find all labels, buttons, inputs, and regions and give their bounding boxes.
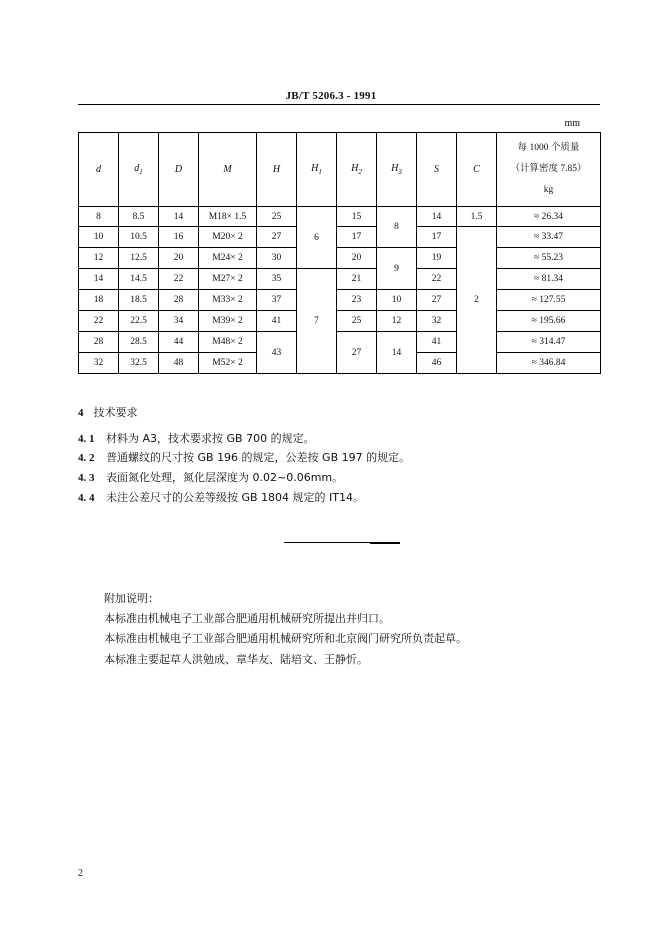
note-line: 本标准主要起草人洪勉成、章华友、陆培文、王静忻。 [104, 653, 368, 666]
requirement-item: 4. 1 材料为 A3，技术要求按 GB 700 的规定。 [78, 432, 315, 445]
c-cell: 1.5 [457, 207, 497, 227]
h3-merged-cell: 14 [377, 332, 417, 374]
section-heading [78, 404, 138, 420]
h-merged-cell: 43 [257, 332, 297, 374]
col-header-H3: $H_3$ [377, 133, 417, 207]
mass-cell: ≈ 314.47 [497, 332, 601, 353]
unit-label: mm [564, 118, 580, 129]
col-header-H1: $H_1$ [297, 133, 337, 207]
table-row: 32 32.5 48 M52× 2 46 ≈ 346.84 [79, 353, 601, 374]
h1-merged-cell: 6 [297, 207, 337, 269]
notes-title: 附加说明： [104, 592, 159, 605]
col-header-D: D [159, 133, 199, 207]
requirement-item: 4. 2 普通螺纹的尺寸按 GB 196 的规定，公差按 GB 197 的规定。 [78, 451, 411, 464]
section-title-text: 技术要求 [93, 406, 138, 419]
requirement-item: 4. 4 未注公差尺寸的公差等级按 GB 1804 规定的 IT14。 [78, 491, 365, 504]
h3-merged-cell: 8 [377, 207, 417, 248]
table-header-row [79, 133, 601, 207]
table-row: 14 14.5 22 M27× 2 35 7 21 22 ≈ 81.34 [79, 269, 601, 290]
h2-merged-cell: 27 [337, 332, 377, 374]
col-header-d1: $d_1$ [119, 133, 159, 207]
mass-cell: ≈ 26.34 [497, 207, 601, 227]
requirement-item: 4. 3 表面氮化处理，氮化层深度为 0.02~0.06mm。 [78, 471, 344, 484]
col-header-d: d [79, 133, 119, 207]
table-row: 22 22.5 34 M39× 2 41 25 12 32 ≈ 195.66 [79, 311, 601, 332]
mass-cell: ≈ 55.23 [497, 248, 601, 269]
mass-cell: ≈ 127.55 [497, 290, 601, 311]
dimension-table [78, 132, 601, 374]
col-header-M: M [199, 133, 257, 207]
section-number: 4 [78, 407, 84, 419]
col-header-H2: $H_2$ [337, 133, 377, 207]
mass-cell: ≈ 195.66 [497, 311, 601, 332]
col-header-mass: 每 1000 个质量 （计算密度 7.85） kg [497, 133, 601, 207]
note-line: 本标准由机械电子工业部合肥通用机械研究所和北京阀门研究所负责起草。 [104, 632, 467, 645]
table-row: 10 10.5 16 M20× 2 27 17 17 2 ≈ 33.47 [79, 227, 601, 248]
h3-merged-cell: 9 [377, 248, 417, 290]
col-header-S: S [417, 133, 457, 207]
h3-cell: 10 [377, 290, 417, 311]
mass-cell: ≈ 346.84 [497, 353, 601, 374]
note-line: 本标准由机械电子工业部合肥通用机械研究所提出并归口。 [104, 612, 390, 625]
header-rule [78, 104, 600, 105]
table-row: 8 8.5 14 M18× 1.5 25 6 15 8 14 1.5 ≈ 26.34 [79, 207, 601, 227]
table-row: 18 18.5 28 M33× 2 37 23 10 27 ≈ 127.55 [79, 290, 601, 311]
col-header-H: H [257, 133, 297, 207]
mass-cell: ≈ 81.34 [497, 269, 601, 290]
c-merged-cell: 2 [457, 227, 497, 374]
mass-cell: ≈ 33.47 [497, 227, 601, 248]
end-rule [284, 542, 400, 543]
table-row: 12 12.5 20 M24× 2 30 20 9 19 ≈ 55.23 [79, 248, 601, 269]
page-number: 2 [78, 868, 83, 879]
table-row: 28 28.5 44 M48× 2 43 27 14 41 ≈ 314.47 [79, 332, 601, 353]
h1-merged-cell: 7 [297, 269, 337, 374]
h3-cell: 12 [377, 311, 417, 332]
standard-number-header: JB/T 5206.3 - 1991 [285, 90, 377, 102]
col-header-C: C [457, 133, 497, 207]
